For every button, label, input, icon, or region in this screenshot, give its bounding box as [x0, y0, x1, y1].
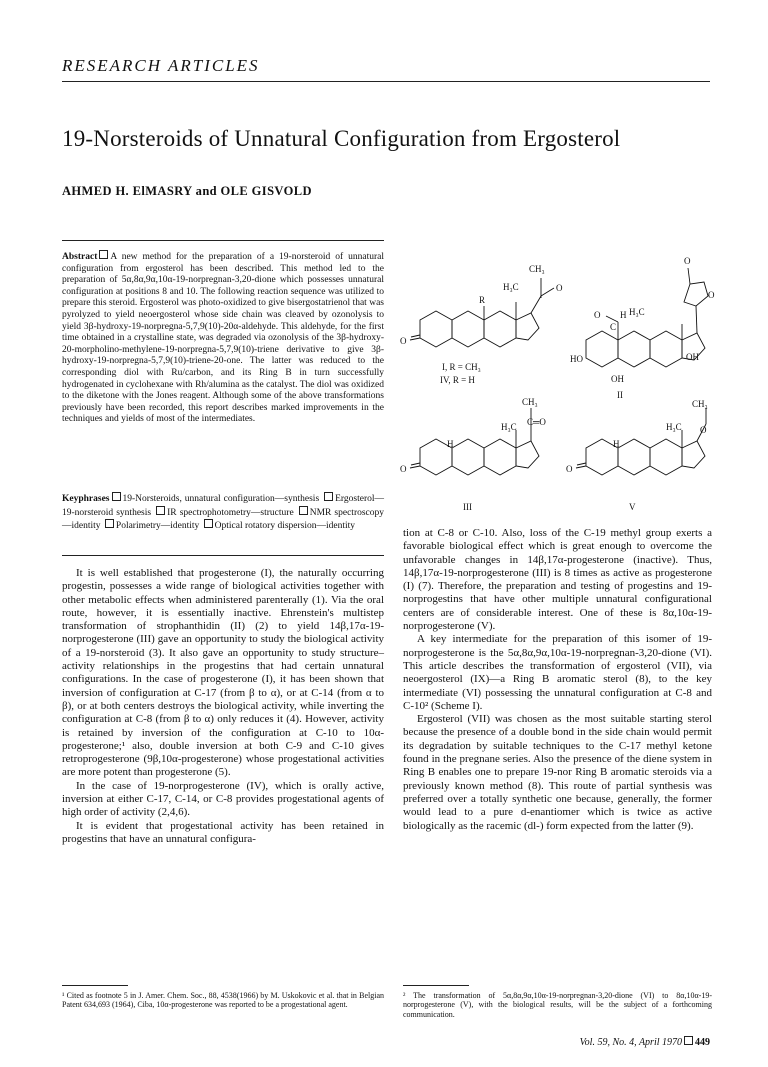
- footnote-2: ² The transformation of 5α,8α,9α,10α-19-norpregnan-3,20-dione (VI) to 8α,10α-19-norprogesterone (V), with the biological results, will be the subject of a forthcoming communication.: [403, 991, 712, 1019]
- footnote-rule: [62, 985, 128, 986]
- caption-IV: IV, R = H: [440, 375, 475, 385]
- keyphrase-item: NMR spectroscopy—identity: [62, 507, 385, 532]
- keyphrase-item: Optical rotatory dispersion—identity: [214, 521, 356, 532]
- label-o: O: [708, 290, 715, 300]
- abstract-rule-bottom: [62, 555, 384, 556]
- label-o: O: [594, 310, 601, 320]
- footnote-rule: [403, 985, 469, 986]
- footnote-1: ¹ Cited as footnote 5 in J. Amer. Chem. Soc., 88, 4538(1966) by M. Uskokovic et al. that in Belgian Patent 634,693 (1964), Ciba, 10α-progesterone was reported to be a progestational agent.: [62, 991, 384, 1010]
- journal-citation: Vol. 59, No. 4, April 1970: [579, 1037, 682, 1048]
- body-paragraph: A key intermediate for the preparation of this isomer of 19-norprogesterone is the 5α,8α,9α,10α-19-norpregnan-3,20-dione (VI). This article describes the transformation of ergosterol (VII), via neoergosterol (IX)—a Ring B aromatic sterol (8), to the key intermediate (VI) possessing the unnatural configuration at C-8 and C-10² (Scheme I).: [403, 633, 712, 712]
- label-r: R: [479, 295, 486, 305]
- label-o: O: [556, 283, 563, 293]
- abstract-text: A new method for the preparation of a 19-norsteroid of unnatural configuration from ergosterol has been described. This method led to the preparation of 5α,8α,9α,10α-19-norpregnan-3,20-dione which possesses unnatural configuration at positions 8 and 10. The following reaction sequence was utilized to prepare this steroid. Ergosterol was photo-oxidized to give bisergostatrienol that was pyrolyzed to yield neoergosterol whose side chain was cleaved by ozonolysis to yield 3β-hydroxy-19-norpregna-5,7,9(10)-20α-aldehyde. This aldehyde, for the first time obtained in a crystalline state, was degraded via ozonolysis of the 3β-hydroxy-20-morpholino-methylene-19-norpregna-5,7,9(10)-triene derivative to give 3β-hydroxy-19-norpregna-5,7,9(10)-triene-20-one. The latter was reduced to the corresponding diol with Ru/carbon, and its Ring B in turn successfully hydrogenated in cyclohexane with Rh/alumina as the catalyst. The diol was oxidized to the diketone with the Jones reagent. Although some of the above transformations previously have been recorded, this report describes marked improvements in the techniques and yields of most of the intermediates.: [62, 252, 384, 425]
- label-h3c: H₃C: [666, 422, 682, 432]
- label-ho: HO: [570, 354, 583, 364]
- article-title: 19-Norsteroids of Unnatural Configuration from Ergosterol: [62, 126, 621, 151]
- label-h3c: H₃C: [503, 282, 519, 292]
- label-oh: OH: [611, 374, 624, 384]
- keyphrase-item: Ergosterol—19-norsteroid synthesis: [62, 494, 385, 518]
- label-c: C: [610, 322, 617, 332]
- caption-III: III: [463, 502, 472, 512]
- keyphrase-item: IR spectrophotometry—structure: [167, 507, 294, 518]
- box-icon: [204, 519, 213, 528]
- label-h: H: [447, 439, 454, 449]
- body-paragraph: tion at C-8 or C-10. Also, loss of the C-19 methyl group exerts a favorable biological effect which is great enough to overcome the unfavorable changes in 14β,17α-progesterone (inactive). Thus, 14β,17α-19-norprogesterone (III) is 8 times as active as progesterone (I) (7). Therefore, the preparation and testing of progestins and 19-norprogestins that have other multiple unnatural configurational centers are of considerable interest. One of these is 8α,10α-19-norprogesterone (V).: [403, 527, 712, 633]
- section-header: RESEARCH ARTICLES: [62, 56, 260, 75]
- chemical-structures: [400, 240, 715, 520]
- page-number: 449: [695, 1037, 710, 1048]
- keyphrases-label: Keyphrases: [62, 494, 110, 504]
- abstract-label: Abstract: [62, 252, 98, 262]
- label-o: O: [566, 464, 573, 474]
- caption-V: V: [629, 502, 636, 512]
- box-icon: [99, 250, 108, 259]
- article-authors: AHMED H. ElMASRY and OLE GISVOLD: [62, 184, 312, 198]
- body-paragraph: It is well established that progesterone (I), the naturally occurring progestin, possesses a wide range of biological activities together with other metabolic effects when administered parenterally (1). Via the oral route, however, it is essentially inactive. Ehrenstein's multistep transformation of strophanthidin (II) (2) to yield 14β,17α-19-norprogesterone (III) gave an opportunity to study the biological activity of a 19-norsteroid (3). It also gave an opportunity to study structure–activity relationships in the progestins that had certain unnatural configurations. In the case of progesterone (I), it has been shown that inversion of configuration at C-17 (from β to α), or at C-14 (from α to β), or at both centers destroys the biological activity, while inverting the configuration at C-8 (from β to α) only reduces it (4). However, activity is retained by inversion of the configuration at C-10 to 10α-progesterone;¹ also, double inversion at both C-9 and C-10 gives retroprogesterone (9β,10α-progesterone) whose progestational activities are more potent than progesterone (5).: [62, 567, 384, 779]
- abstract-rule-top: [62, 240, 384, 241]
- caption-I: I, R = CH₃: [442, 362, 481, 372]
- label-o: O: [400, 336, 407, 346]
- body-column-left: [62, 567, 384, 846]
- label-ch3: CH₃: [692, 399, 708, 409]
- box-icon: [156, 506, 165, 515]
- label-oh: OH: [686, 352, 699, 362]
- structure-figure: [400, 240, 715, 520]
- box-icon: [112, 492, 121, 501]
- body-column-right: [403, 527, 712, 833]
- label-ch3: CH₃: [529, 264, 545, 274]
- caption-II: II: [617, 390, 623, 400]
- label-o: O: [700, 425, 707, 435]
- body-paragraph: It is evident that progestational activity has been retained in progestins that have an unnatural configura-: [62, 819, 384, 845]
- label-o: O: [684, 256, 691, 266]
- keyphrase-item: Polarimetry—identity: [115, 521, 200, 532]
- box-icon: [324, 492, 333, 501]
- header-rule: [62, 81, 710, 82]
- label-c-eq-o: C═O: [527, 417, 546, 427]
- body-paragraph: Ergosterol (VII) was chosen as the most suitable starting sterol because the presence of a double bond in the side chain would permit its degradation by suitable techniques to the C-17 methyl ketone found in the pregnane series. Also the presence of the diene system in Ring B enables one to prepare 19-nor Ring B aromatic steroids via a previously known method (8). This route of partial synthesis was preferred over a totally synthetic one because, generally, the former would lead to a pure d-enantiomer which is twice as active biologically as the racemic (dl-) form expected from the latter (9).: [403, 713, 712, 832]
- page-footer: [580, 1036, 710, 1048]
- body-paragraph: In the case of 19-norprogesterone (IV), which is orally active, inversion at either C-17, C-14, or C-8 provides progestational agents of high order of activity (2,4,6).: [62, 779, 384, 819]
- label-h3c: H₃C: [501, 422, 517, 432]
- keyphrases: [62, 492, 384, 533]
- box-icon: [299, 506, 308, 515]
- label-h: H: [613, 439, 620, 449]
- label-h3c: H₃C: [629, 307, 645, 317]
- keyphrase-item: 19-Norsteroids, unnatural configuration—synthesis: [122, 494, 320, 504]
- label-h: H: [620, 310, 627, 320]
- box-icon: [684, 1036, 693, 1045]
- label-o: O: [400, 464, 407, 474]
- label-ch3: CH₃: [522, 397, 538, 407]
- box-icon: [105, 519, 114, 528]
- abstract: [62, 250, 384, 426]
